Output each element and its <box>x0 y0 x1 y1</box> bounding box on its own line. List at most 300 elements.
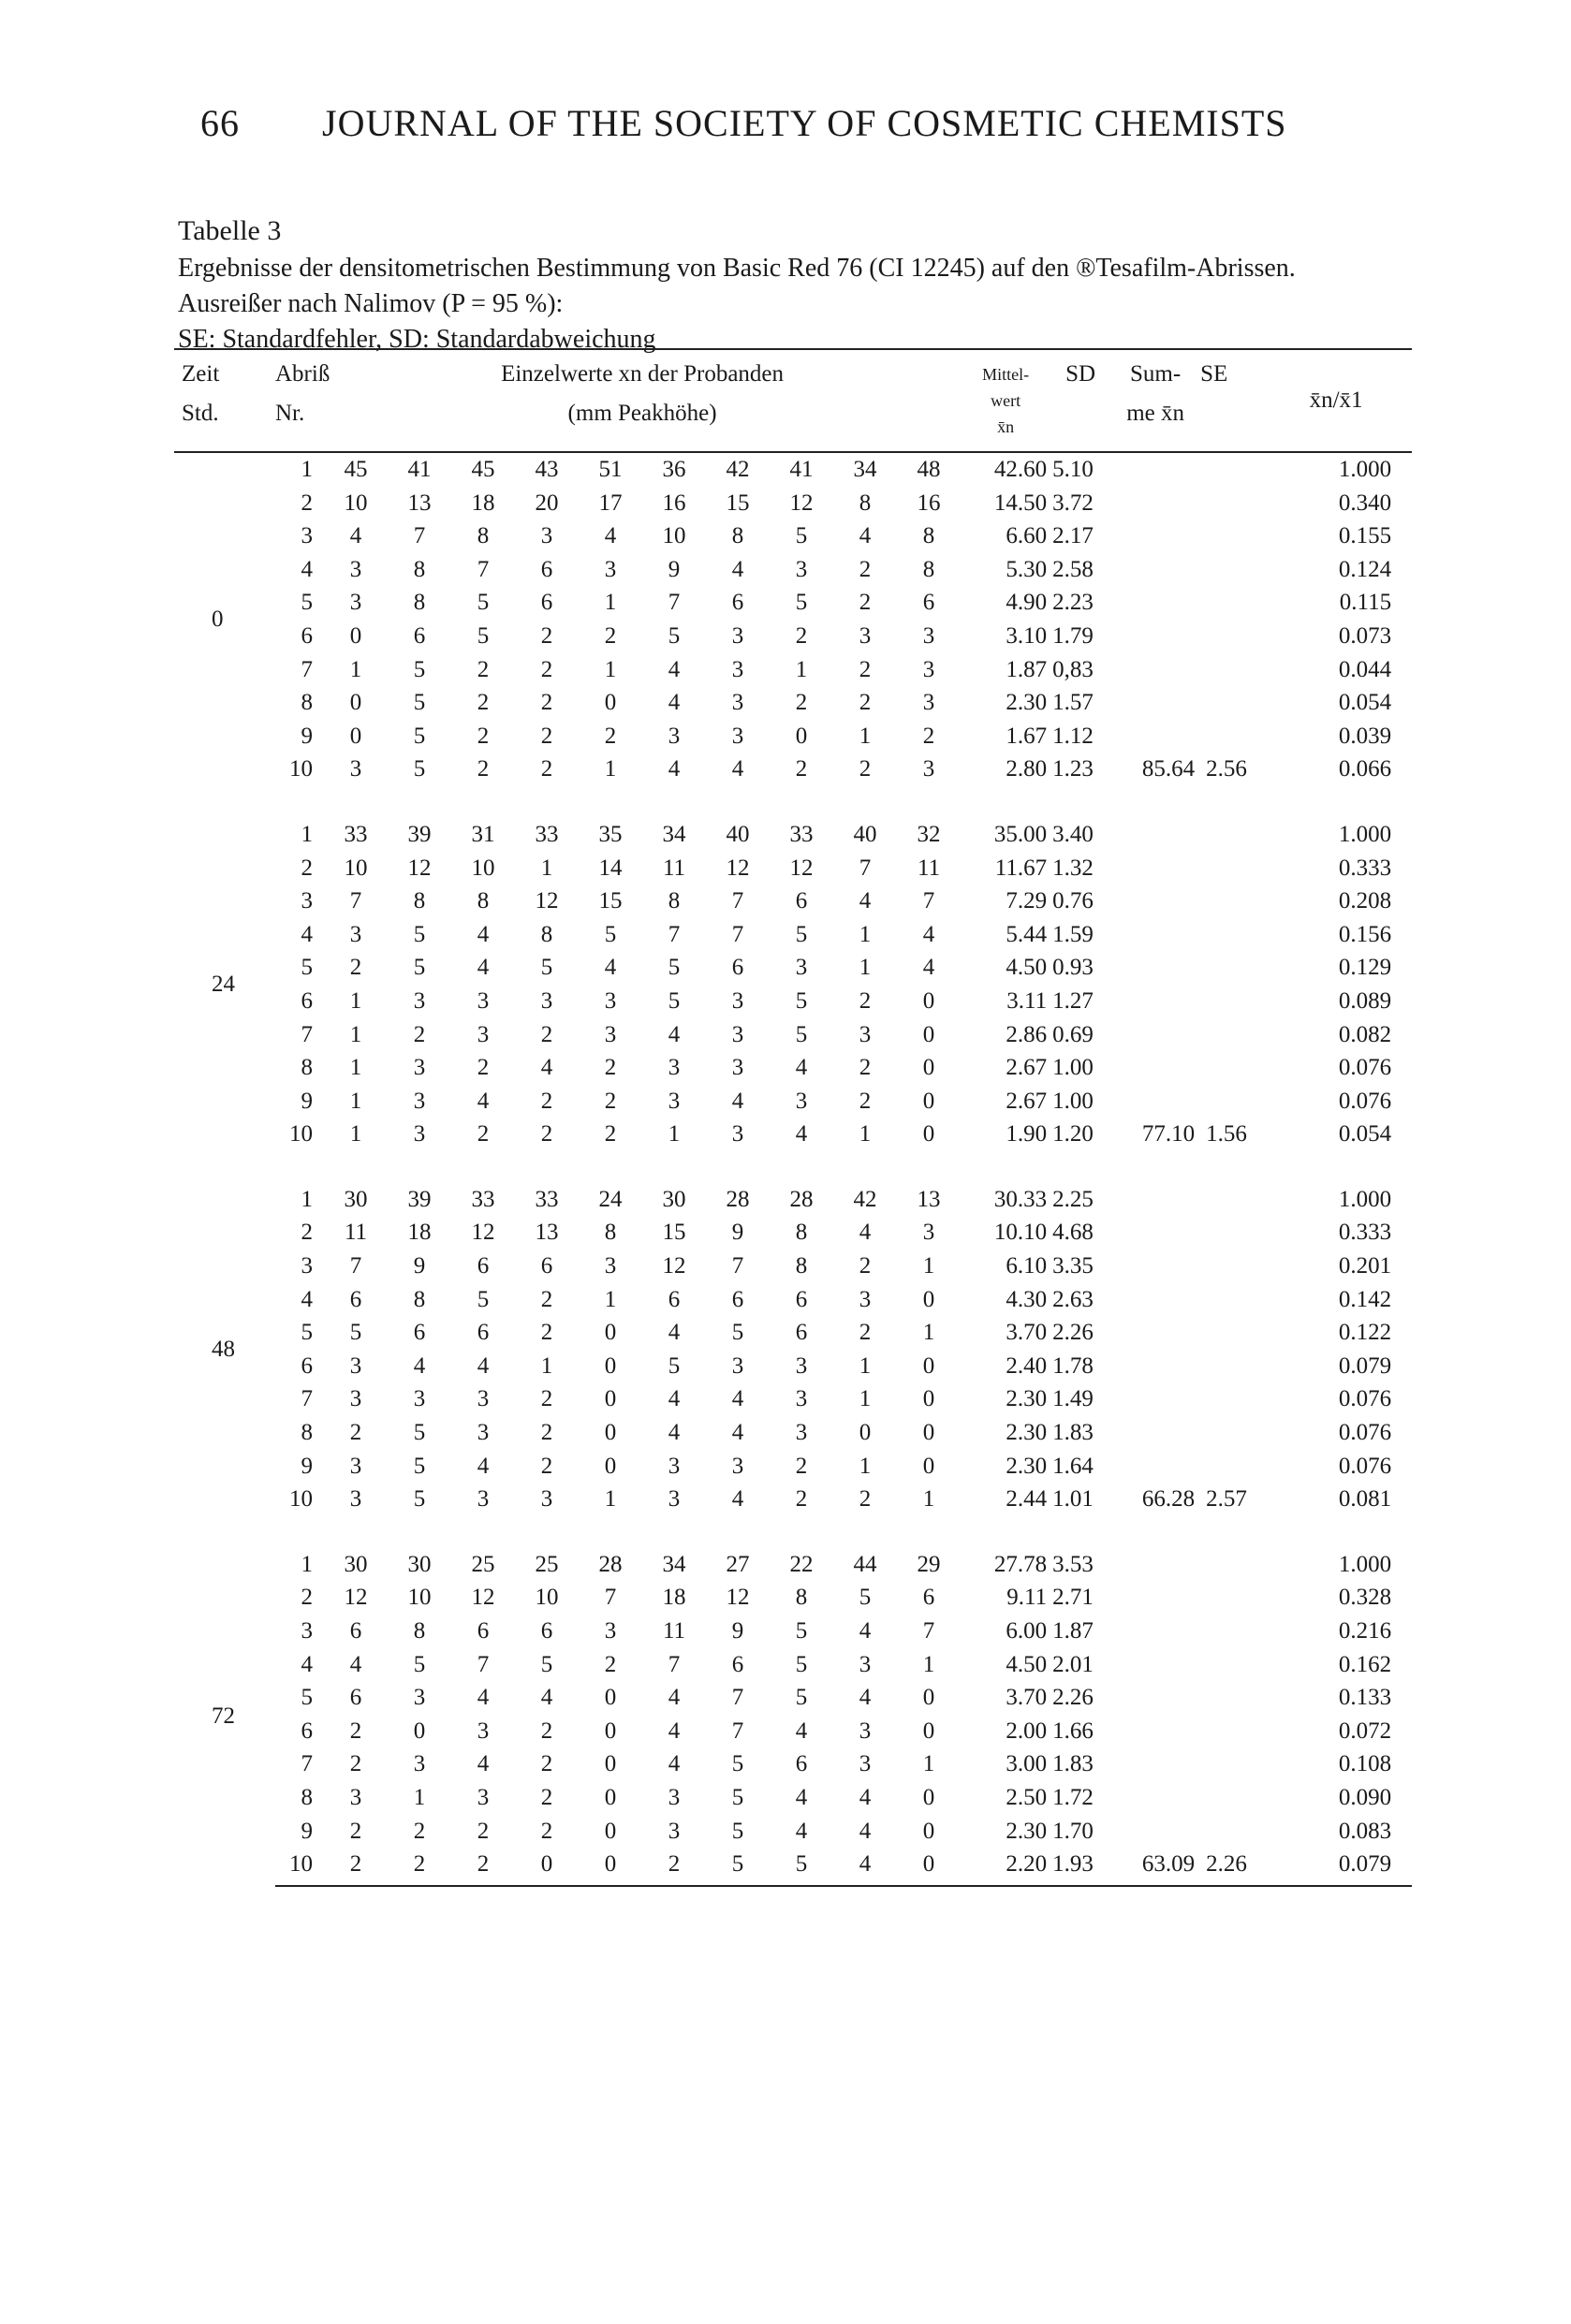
mean-cell: 7.29 <box>1006 888 1048 914</box>
value-cell: 4 <box>795 1784 808 1810</box>
table-row <box>174 753 1412 786</box>
sd-cell: 2.01 <box>1052 1651 1094 1677</box>
table-row <box>174 1183 1412 1217</box>
value-cell: 6 <box>540 1253 553 1279</box>
mean-cell: 3.11 <box>1006 987 1048 1014</box>
value-cell: 0 <box>349 622 362 649</box>
value-cell: 0 <box>604 1717 617 1744</box>
value-cell: 4 <box>795 1055 808 1081</box>
value-cell: 3 <box>731 1021 744 1047</box>
sd-cell: 1.57 <box>1052 690 1094 716</box>
value-cell: 1 <box>668 1121 681 1147</box>
value-cell: 24 <box>598 1186 623 1212</box>
table-row <box>174 686 1412 720</box>
value-cell: 15 <box>726 490 750 516</box>
value-cell: 2 <box>604 1055 617 1081</box>
value-cell: 1 <box>349 1055 362 1081</box>
sum-cell <box>1110 1018 1200 1052</box>
results-table <box>174 348 1412 1887</box>
ratio-cell: 0.079 <box>1338 1352 1392 1379</box>
value-cell: 3 <box>922 690 935 716</box>
sd-cell: 1.59 <box>1052 921 1094 947</box>
ratio-cell: 0.073 <box>1338 622 1392 649</box>
table-row <box>174 1848 1412 1886</box>
value-cell: 4 <box>477 1685 490 1711</box>
value-cell: 2 <box>413 1021 426 1047</box>
abriss-nr-cell: 3 <box>301 523 313 549</box>
value-cell: 5 <box>795 523 808 549</box>
ratio-cell: 0.079 <box>1260 1848 1412 1886</box>
value-cell: 5 <box>477 1286 490 1312</box>
value-cell: 3 <box>731 987 744 1014</box>
value-cell: 2 <box>795 756 808 782</box>
value-cell: 3 <box>477 987 490 1014</box>
value-cell: 2 <box>540 1320 553 1346</box>
value-cell: 7 <box>668 590 681 616</box>
value-cell: 2 <box>451 1848 515 1886</box>
mean-cell: 2.00 <box>1006 1717 1048 1744</box>
abriss-nr-cell: 4 <box>301 1651 313 1677</box>
value-cell: 4 <box>477 1453 490 1479</box>
value-cell: 2 <box>604 1088 617 1114</box>
value-cell: 3 <box>413 1055 426 1081</box>
value-cell: 0 <box>604 1320 617 1346</box>
ratio-cell: 0.076 <box>1338 1453 1392 1479</box>
mean-cell: 2.30 <box>1006 690 1048 716</box>
value-cell: 6 <box>795 1320 808 1346</box>
sum-cell <box>1110 1085 1200 1118</box>
abriss-nr-cell: 10 <box>289 1486 313 1513</box>
value-cell: 36 <box>662 457 686 482</box>
value-cell: 12 <box>471 1220 495 1246</box>
value-cell: 1 <box>859 1453 872 1479</box>
abriss-nr-cell: 5 <box>301 955 313 981</box>
value-cell: 30 <box>344 1551 368 1577</box>
value-cell: 30 <box>662 1186 686 1212</box>
value-cell: 0 <box>922 1021 935 1047</box>
value-cell: 3 <box>922 656 935 682</box>
value-cell: 3 <box>668 1088 681 1114</box>
value-cell: 4 <box>668 756 681 782</box>
value-cell: 2 <box>540 1121 553 1147</box>
table-row <box>174 884 1412 918</box>
sd-cell: 1.64 <box>1052 1453 1094 1479</box>
abriss-nr-cell: 7 <box>301 656 313 682</box>
se-cell <box>1200 1382 1260 1416</box>
se-cell <box>1200 1615 1260 1648</box>
value-cell: 4 <box>668 1386 681 1412</box>
col-mittelwert <box>961 349 1050 387</box>
abriss-nr-cell: 7 <box>301 1021 313 1047</box>
value-cell: 0 <box>349 690 362 716</box>
value-cell: 33 <box>789 821 814 847</box>
value-cell: 1 <box>349 987 362 1014</box>
se-cell: 2.56 <box>1206 756 1247 782</box>
value-cell: 2 <box>604 1121 617 1147</box>
value-cell: 3 <box>795 1352 808 1379</box>
ratio-cell: 0.081 <box>1338 1486 1392 1513</box>
value-cell: 40 <box>853 821 877 847</box>
time-cell: 0 <box>212 607 224 633</box>
table-row <box>174 1648 1412 1682</box>
value-cell: 1 <box>604 656 617 682</box>
table-row <box>174 1747 1412 1781</box>
value-cell: 3 <box>668 723 681 749</box>
value-cell: 15 <box>662 1220 686 1246</box>
value-cell: 7 <box>668 1651 681 1677</box>
sd-cell: 1.83 <box>1052 1751 1094 1777</box>
ratio-cell: 0.333 <box>1338 855 1392 881</box>
value-cell: 6 <box>540 556 553 582</box>
col-sd-empty <box>1050 387 1110 452</box>
value-cell: 0 <box>604 1751 617 1777</box>
table-row <box>174 553 1412 587</box>
col-sd: SD <box>1050 349 1110 387</box>
mean-cell: 2.86 <box>1006 1021 1048 1047</box>
value-cell: 2 <box>859 690 872 716</box>
mean-cell: 30.33 <box>993 1186 1048 1212</box>
abriss-nr-cell: 1 <box>301 821 313 847</box>
value-cell: 2 <box>477 1121 490 1147</box>
ratio-cell: 0.090 <box>1338 1784 1392 1810</box>
mean-cell: 2.30 <box>1006 1420 1048 1446</box>
value-cell: 1 <box>922 1253 935 1279</box>
value-cell: 12 <box>789 855 814 881</box>
se-cell <box>1200 452 1260 487</box>
col-mittelwert-wert: wert <box>991 391 1021 410</box>
value-cell: 1 <box>922 1320 935 1346</box>
sum-cell <box>1110 1216 1200 1250</box>
value-cell: 3 <box>731 1121 744 1147</box>
value-cell: 5 <box>413 756 426 782</box>
table-row <box>174 720 1412 753</box>
se-cell <box>1200 1350 1260 1383</box>
value-cell: 3 <box>477 1486 490 1513</box>
value-cell: 25 <box>535 1551 559 1577</box>
value-cell: 35 <box>598 821 623 847</box>
sum-cell <box>1110 1548 1200 1582</box>
value-cell: 28 <box>789 1186 814 1212</box>
mean-cell: 2.30 <box>1006 1386 1048 1412</box>
sum-cell <box>1110 519 1200 553</box>
value-cell: 33 <box>471 1186 495 1212</box>
table-body <box>174 452 1412 1886</box>
sd-cell: 1.20 <box>1052 1121 1094 1147</box>
sum-cell <box>1110 1250 1200 1283</box>
value-cell: 11 <box>344 1220 368 1246</box>
ratio-cell: 0.076 <box>1338 1088 1392 1114</box>
sum-cell <box>1110 918 1200 952</box>
table-row <box>174 1250 1412 1283</box>
caption-line-2: Ausreißer nach Nalimov (P = 95 %): <box>178 289 564 318</box>
value-cell: 0 <box>922 1286 935 1312</box>
value-cell: 8 <box>795 1253 808 1279</box>
value-cell: 0 <box>515 1848 579 1886</box>
value-cell: 5 <box>731 1784 744 1810</box>
value-cell: 3 <box>731 1055 744 1081</box>
value-cell: 4 <box>668 1685 681 1711</box>
table-row <box>174 1085 1412 1118</box>
value-cell: 3 <box>540 987 553 1014</box>
sum-cell <box>1110 553 1200 587</box>
col-se-empty <box>1200 387 1260 452</box>
se-cell <box>1200 1085 1260 1118</box>
value-cell: 8 <box>922 523 935 549</box>
abriss-nr-cell: 1 <box>301 1551 313 1577</box>
sum-cell <box>1110 686 1200 720</box>
abriss-nr-cell: 2 <box>301 1585 313 1611</box>
value-cell: 3 <box>922 622 935 649</box>
value-cell: 1 <box>349 656 362 682</box>
value-cell: 2 <box>859 1320 872 1346</box>
table-row <box>174 519 1412 553</box>
table-row <box>174 1581 1412 1615</box>
sd-cell: 3.35 <box>1052 1253 1094 1279</box>
table-row <box>174 1781 1412 1815</box>
value-cell: 2 <box>324 1848 388 1886</box>
table-row <box>174 1018 1412 1052</box>
table-row <box>174 1483 1412 1516</box>
sd-cell: 1.23 <box>1052 756 1094 782</box>
sd-cell: 3.72 <box>1052 490 1094 516</box>
mean-cell: 2.67 <box>1006 1055 1048 1081</box>
value-cell: 2 <box>795 1486 808 1513</box>
value-cell: 2 <box>859 987 872 1014</box>
value-cell: 7 <box>349 888 362 914</box>
group-spacer <box>174 1516 1412 1548</box>
table-row <box>174 1815 1412 1849</box>
value-cell: 6 <box>731 590 744 616</box>
value-cell: 2 <box>604 1651 617 1677</box>
sum-cell <box>1110 884 1200 918</box>
sum-cell <box>1110 985 1200 1018</box>
value-cell: 2 <box>859 1253 872 1279</box>
value-cell: 6 <box>922 1585 935 1611</box>
col-summe-sub: me x̄n <box>1110 387 1200 452</box>
value-cell: 8 <box>413 1286 426 1312</box>
ratio-cell: 0.115 <box>1339 590 1392 616</box>
value-cell: 2 <box>477 1055 490 1081</box>
value-cell: 0 <box>922 1717 935 1744</box>
value-cell: 2 <box>540 1717 553 1744</box>
value-cell: 22 <box>789 1551 814 1577</box>
value-cell: 3 <box>477 1420 490 1446</box>
value-cell: 5 <box>795 921 808 947</box>
value-cell: 3 <box>349 1453 362 1479</box>
value-cell: 4 <box>477 1751 490 1777</box>
value-cell: 13 <box>917 1186 941 1212</box>
se-cell <box>1200 1581 1260 1615</box>
sum-cell: 85.64 <box>1141 756 1196 782</box>
sum-cell <box>1110 1581 1200 1615</box>
value-cell: 3 <box>349 756 362 782</box>
sd-cell: 1.49 <box>1052 1386 1094 1412</box>
value-cell: 2 <box>859 656 872 682</box>
value-cell: 2 <box>477 723 490 749</box>
sd-cell: 2.23 <box>1052 590 1094 616</box>
value-cell: 2 <box>795 690 808 716</box>
value-cell: 3 <box>413 1386 426 1412</box>
value-cell: 7 <box>731 888 744 914</box>
value-cell: 2 <box>859 756 872 782</box>
se-cell: 2.26 <box>1200 1848 1260 1886</box>
table-row <box>174 1350 1412 1383</box>
value-cell: 3 <box>477 1717 490 1744</box>
value-cell: 0 <box>604 1784 617 1810</box>
spacer-cell <box>174 1151 1412 1183</box>
value-cell: 0 <box>922 1818 935 1844</box>
value-cell: 4 <box>795 1818 808 1844</box>
value-cell: 6 <box>795 888 808 914</box>
value-cell: 2 <box>477 756 490 782</box>
value-cell: 15 <box>598 888 623 914</box>
value-cell: 5 <box>413 1486 426 1513</box>
sd-cell: 2.26 <box>1052 1320 1094 1346</box>
value-cell: 10 <box>662 523 686 549</box>
mean-cell: 11.67 <box>994 855 1048 881</box>
value-cell: 1 <box>922 1486 935 1513</box>
value-cell: 41 <box>407 457 432 482</box>
value-cell: 4 <box>540 1685 553 1711</box>
mean-cell: 27.78 <box>993 1551 1048 1577</box>
sd-cell: 1.87 <box>1052 1618 1094 1644</box>
value-cell: 0 <box>604 1685 617 1711</box>
mean-cell: 5.30 <box>1006 556 1048 582</box>
value-cell: 5 <box>795 1651 808 1677</box>
mean-cell: 6.60 <box>1006 523 1048 549</box>
value-cell: 5 <box>795 1021 808 1047</box>
abriss-nr-cell: 3 <box>301 1253 313 1279</box>
value-cell: 3 <box>413 1751 426 1777</box>
value-cell: 3 <box>795 556 808 582</box>
value-cell: 28 <box>726 1186 750 1212</box>
value-cell: 4 <box>477 1352 490 1379</box>
se-cell <box>1200 1681 1260 1715</box>
value-cell: 8 <box>477 523 490 549</box>
value-cell: 6 <box>349 1618 362 1644</box>
value-cell: 3 <box>540 523 553 549</box>
value-cell: 5 <box>477 590 490 616</box>
sd-cell: 2.58 <box>1052 556 1094 582</box>
se-cell <box>1200 487 1260 520</box>
value-cell: 6 <box>349 1685 362 1711</box>
ratio-cell: 0.066 <box>1338 756 1392 782</box>
value-cell: 3 <box>604 1253 617 1279</box>
value-cell: 5 <box>413 921 426 947</box>
value-cell: 8 <box>795 1220 808 1246</box>
value-cell: 8 <box>413 1618 426 1644</box>
se-cell <box>1200 1051 1260 1085</box>
value-cell: 2 <box>540 1453 553 1479</box>
sd-cell: 1.00 <box>1052 1055 1094 1081</box>
value-cell: 10 <box>535 1585 559 1611</box>
se-cell <box>1200 1018 1260 1052</box>
value-cell: 3 <box>731 690 744 716</box>
value-cell: 34 <box>662 821 686 847</box>
value-cell: 5 <box>731 1751 744 1777</box>
ratio-cell: 0.083 <box>1338 1818 1392 1844</box>
sd-cell: 4.68 <box>1052 1220 1094 1246</box>
se-cell <box>1200 553 1260 587</box>
value-cell: 8 <box>795 1585 808 1611</box>
value-cell: 4 <box>668 1420 681 1446</box>
value-cell: 41 <box>789 457 814 482</box>
value-cell: 2 <box>540 690 553 716</box>
value-cell: 1 <box>922 1751 935 1777</box>
ratio-cell: 0.340 <box>1338 490 1392 516</box>
mean-cell: 2.50 <box>1006 1784 1048 1810</box>
col-se: SE <box>1200 349 1260 387</box>
col-summe: Sum- <box>1110 349 1200 387</box>
sum-cell <box>1110 1648 1200 1682</box>
table-row <box>174 1681 1412 1715</box>
value-cell: 20 <box>535 490 559 516</box>
value-cell: 5 <box>731 1818 744 1844</box>
sd-cell: 1.27 <box>1052 987 1094 1014</box>
value-cell: 8 <box>413 590 426 616</box>
value-cell: 4 <box>859 1818 872 1844</box>
value-cell: 2 <box>540 1784 553 1810</box>
value-cell: 4 <box>833 1848 897 1886</box>
value-cell: 5 <box>349 1320 362 1346</box>
value-cell: 3 <box>859 622 872 649</box>
se-cell <box>1200 653 1260 687</box>
mean-cell: 3.70 <box>1006 1320 1048 1346</box>
ratio-cell: 0.142 <box>1338 1286 1392 1312</box>
value-cell: 12 <box>662 1253 686 1279</box>
value-cell: 7 <box>922 1618 935 1644</box>
value-cell: 0 <box>922 1685 935 1711</box>
col-einzelwerte-unit: (mm Peakhöhe) <box>324 387 961 452</box>
value-cell: 5 <box>706 1848 770 1886</box>
mean-cell: 1.67 <box>1006 723 1048 749</box>
value-cell: 1 <box>859 1121 872 1147</box>
col-mittelwert-sub <box>961 387 1050 452</box>
value-cell: 2 <box>604 622 617 649</box>
value-cell: 31 <box>471 821 495 847</box>
mean-cell: 4.90 <box>1006 590 1048 616</box>
sum-cell <box>1110 1316 1200 1350</box>
table-row <box>174 918 1412 952</box>
ratio-cell: 0.124 <box>1338 556 1392 582</box>
value-cell: 2 <box>349 1420 362 1446</box>
value-cell: 2 <box>540 1386 553 1412</box>
ratio-cell: 0.044 <box>1338 656 1392 682</box>
value-cell: 4 <box>731 1088 744 1114</box>
value-cell: 4 <box>477 1088 490 1114</box>
value-cell: 3 <box>922 1220 935 1246</box>
value-cell: 25 <box>471 1551 495 1577</box>
sum-cell <box>1110 1350 1200 1383</box>
value-cell: 0 <box>604 1420 617 1446</box>
mean-cell: 4.50 <box>1006 1651 1048 1677</box>
value-cell: 4 <box>859 888 872 914</box>
value-cell: 8 <box>413 556 426 582</box>
sum-cell <box>1110 1681 1200 1715</box>
se-cell <box>1200 1548 1260 1582</box>
table-row <box>174 818 1412 852</box>
se-cell <box>1200 951 1260 985</box>
se-cell: 1.56 <box>1206 1121 1247 1147</box>
table-row <box>174 1416 1412 1450</box>
value-cell: 0 <box>922 1088 935 1114</box>
value-cell: 7 <box>668 921 681 947</box>
value-cell: 8 <box>413 888 426 914</box>
abriss-nr-cell: 7 <box>301 1751 313 1777</box>
value-cell: 3 <box>731 656 744 682</box>
value-cell: 1 <box>349 1021 362 1047</box>
value-cell: 10 <box>471 855 495 881</box>
